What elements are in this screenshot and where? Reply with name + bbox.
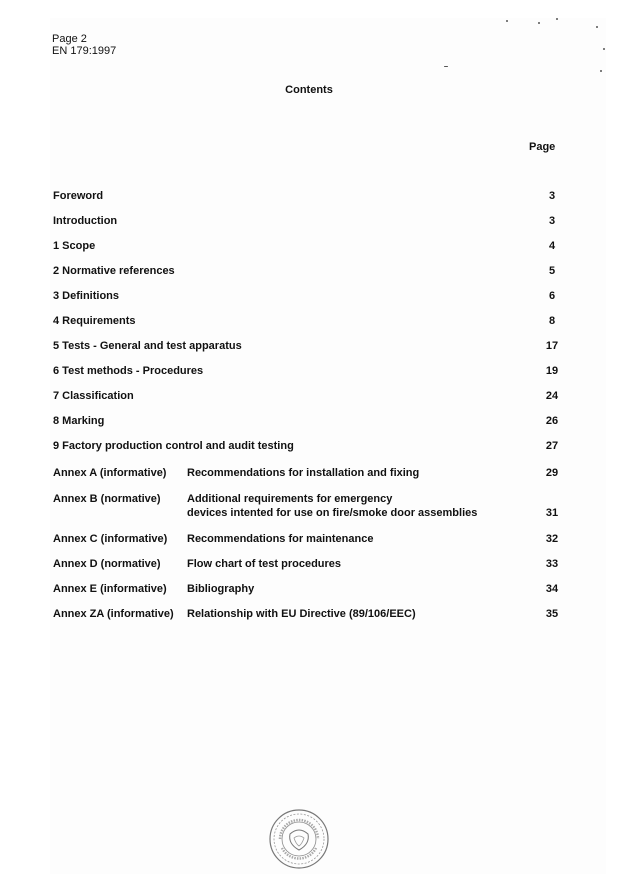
toc-entry-page: 8 [548,315,556,327]
annex-title: Recommendations for installation and fixing [187,467,420,479]
toc-entry-page: 27 [545,440,559,452]
scan-speck [506,20,508,22]
toc-entry-label: Foreword [53,190,104,202]
toc-entry-page: 17 [545,340,559,352]
scan-speck [596,26,598,28]
toc-entry-label: 3 Definitions [53,290,120,302]
toc-entry-page: 4 [548,240,556,252]
annex-title-continued: devices intented for use on fire/smoke door assemblies [187,507,478,519]
toc-entry-page: 5 [548,265,556,277]
toc-entry-label: Introduction [53,215,118,227]
toc-entry-label: 1 Scope [53,240,96,252]
scan-speck [603,48,605,50]
annex-title: Bibliography [187,583,255,595]
toc-entry-page: 35 [545,608,559,620]
toc-entry-page: 31 [545,507,559,519]
annex-title: Relationship with EU Directive (89/106/EEC) [187,608,416,620]
toc-entry-page: 34 [545,583,559,595]
standard-number: EN 179:1997 [52,45,117,57]
annex-label: Annex D (normative) [53,558,161,570]
scan-speck [556,18,558,20]
toc-entry-label: 6 Test methods - Procedures [53,365,204,377]
toc-entry-label: 4 Requirements [53,315,136,327]
official-stamp-icon [268,808,330,870]
scan-speck [538,22,540,24]
toc-entry-page: 3 [548,215,556,227]
toc-entry-label: 7 Classification [53,390,134,402]
annex-label: Annex B (normative) [53,493,161,505]
annex-title: Recommendations for maintenance [187,533,374,545]
toc-entry-label: 8 Marking [53,415,105,427]
toc-entry-page: 19 [545,365,559,377]
toc-annex-b[interactable] [53,492,559,522]
scan-speck [444,66,448,67]
toc-entry-label: 5 Tests - General and test apparatus [53,340,242,352]
toc-entry-page: 33 [545,558,559,570]
annex-title: Additional requirements for emergency [187,493,393,505]
toc-entry-page: 6 [548,290,556,302]
annex-title: Flow chart of test procedures [187,558,342,570]
contents-title: Contents [285,84,333,96]
annex-label: Annex E (informative) [53,583,167,595]
toc-entry-page: 24 [545,390,559,402]
annex-label: Annex ZA (informative) [53,608,174,620]
toc-entry-page: 26 [545,415,559,427]
page-number: Page 2 [52,33,87,45]
annex-label: Annex A (informative) [53,467,167,479]
scan-speck [600,70,602,72]
toc-entry-label: 9 Factory production control and audit testing [53,440,294,452]
toc-entry-page: 32 [545,533,559,545]
toc-entry-label: 2 Normative references [53,265,175,277]
page-column-heading: Page [529,141,556,153]
toc-entry-page: 29 [545,467,559,479]
toc-entry-page: 3 [548,190,556,202]
annex-label: Annex C (informative) [53,533,168,545]
